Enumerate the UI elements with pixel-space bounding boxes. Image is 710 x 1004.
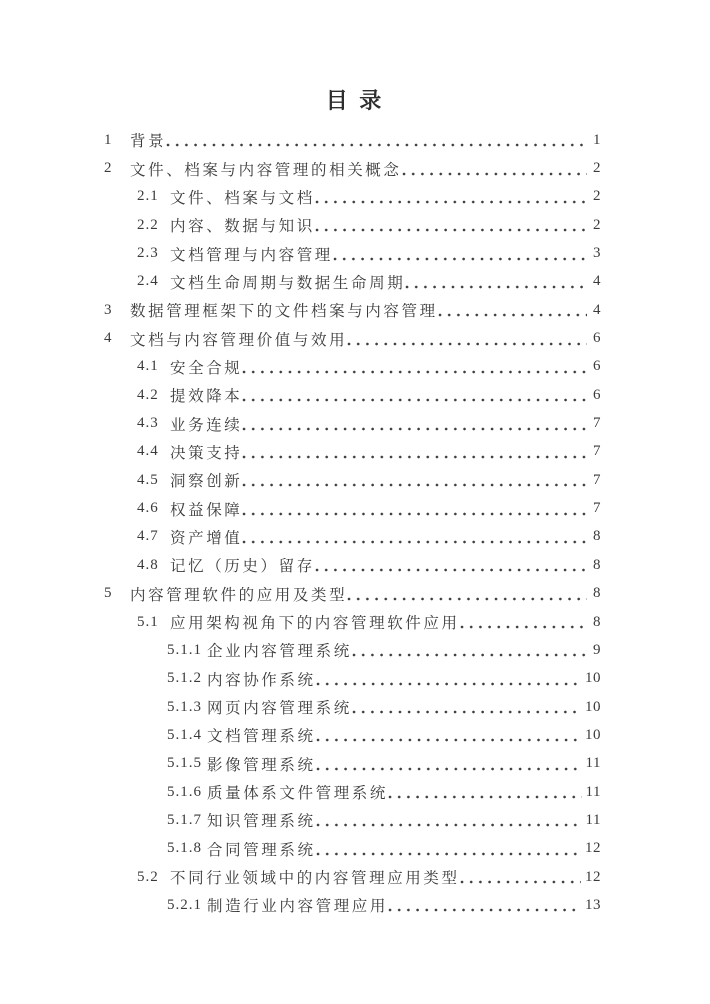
toc-entry[interactable]	[104, 721, 601, 749]
toc-entry-number: 3	[104, 301, 113, 318]
toc-dot-leader	[460, 880, 581, 884]
toc-page-number: 11	[585, 811, 601, 828]
toc-entry-label: 内容管理软件的应用及类型	[130, 586, 348, 604]
toc-dot-leader	[388, 908, 581, 912]
toc-page-number: 10	[585, 726, 601, 743]
toc-page-number: 2	[593, 216, 601, 233]
toc-dot-leader	[352, 653, 587, 657]
toc-entry-number: 4.3	[137, 415, 159, 432]
toc-entry-number: 2.4	[137, 273, 159, 290]
toc-page-number: 8	[593, 556, 601, 573]
toc-page-number: 11	[585, 755, 601, 772]
toc-dot-leader	[352, 710, 581, 714]
toc-entry[interactable]	[104, 750, 601, 778]
toc-entry[interactable]	[104, 126, 601, 154]
toc-dot-leader	[242, 427, 587, 431]
toc-entry-label: 安全合规	[170, 359, 243, 377]
toc-entry-label: 内容、数据与知识	[170, 218, 315, 236]
toc-entry[interactable]	[104, 381, 601, 409]
toc-page-number: 7	[593, 415, 601, 432]
toc-entry-label: 制造行业内容管理应用	[207, 898, 389, 916]
toc-entry-number: 4.6	[137, 500, 159, 517]
toc-dot-leader	[242, 483, 587, 487]
toc-entry-label: 网页内容管理系统	[207, 700, 352, 718]
toc-entry[interactable]	[104, 154, 601, 182]
toc-entry-label: 洞察创新	[170, 473, 243, 491]
toc-entry[interactable]	[104, 296, 601, 324]
toc-dot-leader	[333, 257, 587, 261]
toc-entry-number: 5.1.3	[167, 698, 202, 715]
toc-entry[interactable]	[104, 268, 601, 296]
toc-entry-number: 5.1	[137, 613, 159, 630]
toc-dot-leader	[347, 342, 587, 346]
toc-entry-number: 4.7	[137, 528, 159, 545]
toc-dot-leader	[242, 455, 587, 459]
toc-entry-number: 2.2	[137, 216, 159, 233]
toc-entry-number: 5	[104, 585, 113, 602]
toc-dot-leader	[438, 313, 587, 317]
toc-entry-number: 5.1.4	[167, 726, 202, 743]
toc-entry[interactable]	[104, 551, 601, 579]
toc-entry[interactable]	[104, 835, 601, 863]
toc-page-number: 12	[585, 868, 601, 885]
toc-page-number: 8	[593, 528, 601, 545]
toc-page-number: 7	[593, 471, 601, 488]
toc-entry-label: 企业内容管理系统	[207, 643, 352, 661]
toc-title: 目 录	[325, 88, 385, 113]
toc-entry[interactable]	[104, 353, 601, 381]
toc-entry-label: 质量体系文件管理系统	[207, 785, 389, 803]
toc-dot-leader	[315, 228, 587, 232]
toc-entry-number: 2.3	[137, 245, 159, 262]
toc-page-number: 8	[593, 585, 601, 602]
toc-entry-label: 文档生命周期与数据生命周期	[170, 274, 406, 292]
toc-entry[interactable]	[104, 863, 601, 891]
toc-entry-number: 4.5	[137, 471, 159, 488]
toc-entry[interactable]	[104, 239, 601, 267]
toc-dot-leader	[388, 795, 582, 799]
toc-entry[interactable]	[104, 211, 601, 239]
toc-entry-label: 权益保障	[170, 501, 243, 519]
toc-entry-number: 4.1	[137, 358, 159, 375]
toc-entry-number: 4	[104, 330, 113, 347]
toc-dot-leader	[166, 143, 587, 147]
toc-dot-leader	[242, 540, 587, 544]
toc-dot-leader	[316, 767, 582, 771]
toc-entry-number: 1	[104, 131, 113, 148]
toc-dot-leader	[347, 597, 587, 601]
toc-entry-label: 文件、档案与文档	[170, 189, 315, 207]
toc-entry-number: 4.4	[137, 443, 159, 460]
toc-page-number: 3	[593, 245, 601, 262]
toc-page-number: 7	[593, 500, 601, 517]
toc-entry[interactable]	[104, 494, 601, 522]
toc-dot-leader	[242, 370, 587, 374]
toc-entry-label: 业务连续	[170, 416, 243, 434]
toc-entry-label: 内容协作系统	[207, 671, 316, 689]
toc-page-number: 12	[585, 840, 601, 857]
toc-entry-label: 文档管理与内容管理	[170, 246, 333, 264]
toc-page-number: 1	[593, 131, 601, 148]
toc-list	[104, 126, 601, 920]
toc-page-number: 11	[585, 783, 601, 800]
toc-entry-label: 文档与内容管理价值与效用	[130, 331, 348, 349]
toc-entry[interactable]	[104, 636, 601, 664]
toc-entry-number: 4.2	[137, 386, 159, 403]
toc-entry[interactable]	[104, 665, 601, 693]
toc-entry-number: 5.1.8	[167, 840, 202, 857]
toc-dot-leader	[242, 398, 587, 402]
toc-dot-leader	[460, 625, 587, 629]
toc-entry-label: 决策支持	[170, 444, 243, 462]
toc-entry-label: 提效降本	[170, 388, 243, 406]
toc-page-number: 13	[585, 896, 601, 913]
toc-page-number: 4	[593, 273, 601, 290]
toc-entry-label: 记忆（历史）留存	[170, 558, 315, 576]
toc-entry[interactable]	[104, 891, 601, 919]
toc-dot-leader	[316, 738, 581, 742]
toc-entry-label: 应用架构视角下的内容管理软件应用	[170, 615, 460, 633]
toc-entry-label: 合同管理系统	[207, 841, 316, 859]
toc-entry[interactable]	[104, 183, 601, 211]
toc-page-number: 10	[585, 670, 601, 687]
toc-page-number: 7	[593, 443, 601, 460]
toc-page-number: 9	[593, 641, 601, 658]
toc-entry-number: 5.1.5	[167, 755, 202, 772]
toc-entry-number: 5.2	[137, 868, 159, 885]
toc-entry-number: 5.1.2	[167, 670, 202, 687]
toc-dot-leader	[316, 823, 582, 827]
toc-entry[interactable]	[104, 324, 601, 352]
toc-entry-label: 资产增值	[170, 529, 243, 547]
toc-entry-label: 背景	[130, 133, 167, 151]
toc-entry-label: 文档管理系统	[207, 728, 316, 746]
toc-entry-number: 5.1.7	[167, 811, 202, 828]
toc-page-number: 6	[593, 386, 601, 403]
toc-entry-number: 5.1.1	[167, 641, 202, 658]
toc-page-number: 10	[585, 698, 601, 715]
toc-entry[interactable]	[104, 466, 601, 494]
toc-dot-leader	[402, 172, 587, 176]
toc-dot-leader	[242, 512, 587, 516]
toc-entry[interactable]	[104, 580, 601, 608]
toc-page-number: 8	[593, 613, 601, 630]
toc-entry[interactable]	[104, 693, 601, 721]
toc-entry-number: 4.8	[137, 556, 159, 573]
toc-dot-leader	[405, 285, 587, 289]
toc-page-number: 6	[593, 330, 601, 347]
toc-entry[interactable]	[104, 409, 601, 437]
toc-entry-label: 知识管理系统	[207, 813, 316, 831]
toc-entry-number: 5.1.6	[167, 783, 202, 800]
toc-entry[interactable]	[104, 438, 601, 466]
toc-entry-label: 数据管理框架下的文件档案与内容管理	[130, 303, 438, 321]
toc-dot-leader	[316, 852, 581, 856]
toc-entry-label: 影像管理系统	[207, 756, 316, 774]
toc-entry-number: 5.2.1	[167, 896, 202, 913]
toc-entry-number: 2.1	[137, 188, 159, 205]
toc-page-number: 4	[593, 301, 601, 318]
toc-page-number: 2	[593, 188, 601, 205]
toc-dot-leader	[315, 200, 587, 204]
toc-page-number: 6	[593, 358, 601, 375]
toc-entry[interactable]	[104, 806, 601, 834]
toc-entry-label: 不同行业领域中的内容管理应用类型	[170, 870, 460, 888]
toc-entry[interactable]	[104, 608, 601, 636]
toc-entry-number: 2	[104, 160, 113, 177]
toc-dot-leader	[315, 568, 587, 572]
toc-page-number: 2	[593, 160, 601, 177]
toc-entry[interactable]	[104, 778, 601, 806]
toc-dot-leader	[316, 682, 581, 686]
toc-entry[interactable]	[104, 523, 601, 551]
toc-entry-label: 文件、档案与内容管理的相关概念	[130, 161, 402, 179]
